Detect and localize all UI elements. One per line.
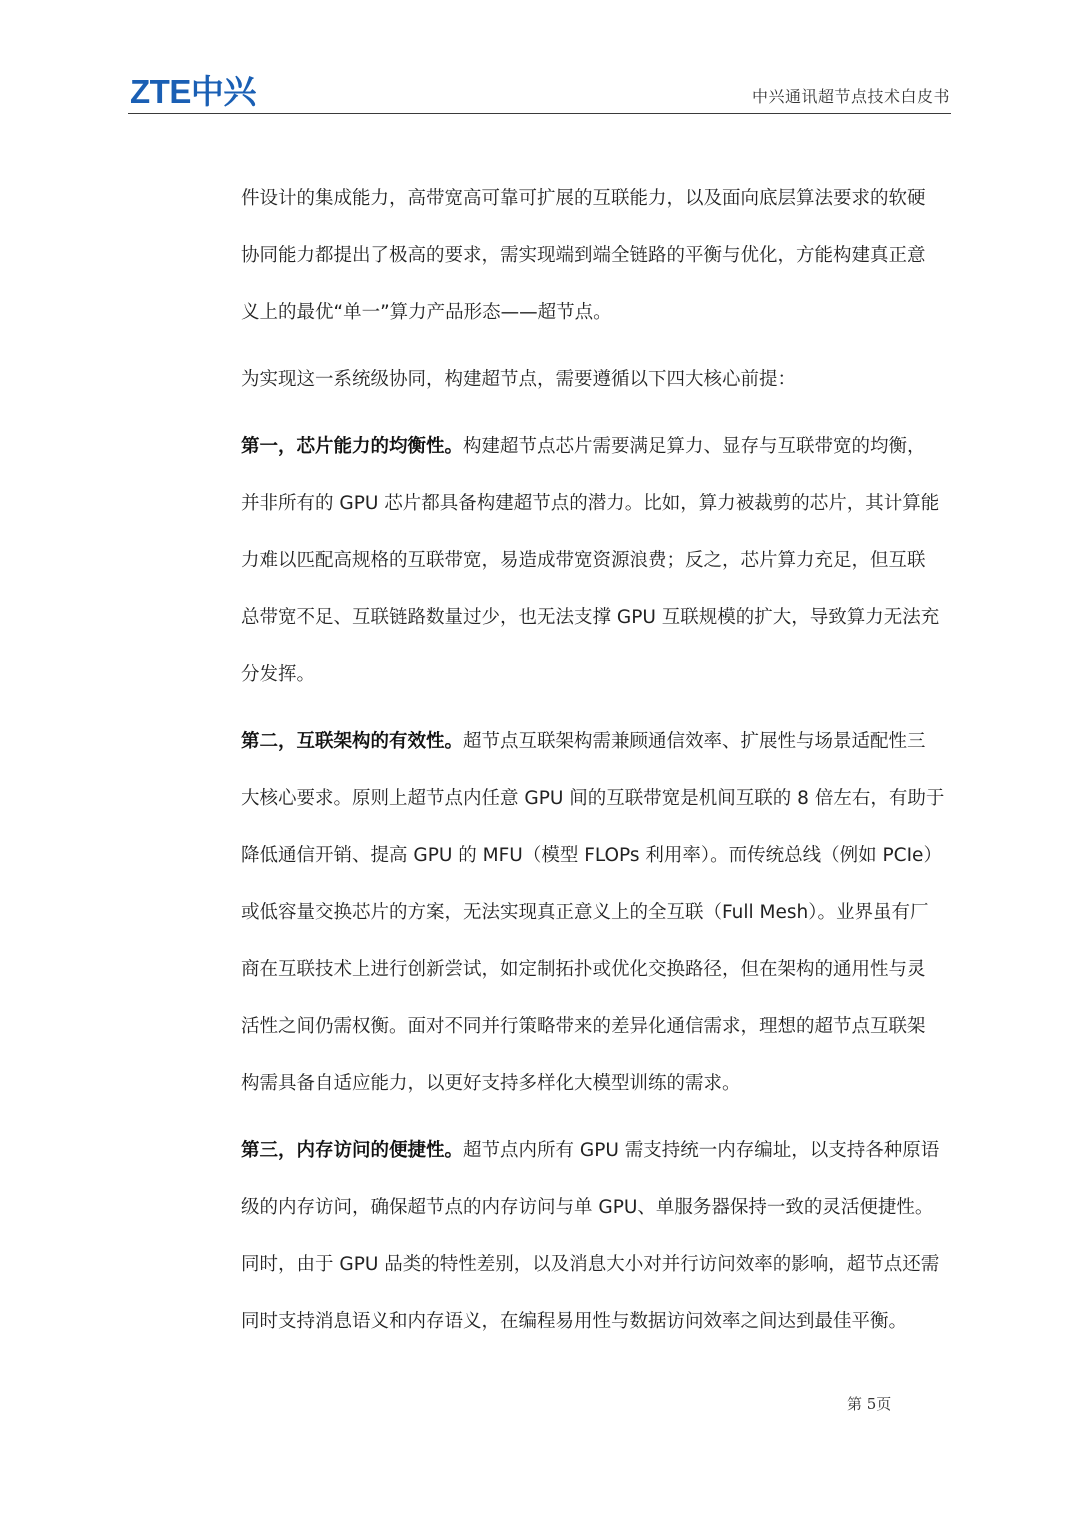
text-run: 构建超节点芯片需要满足算力、显存与互联带宽的均衡， <box>463 436 926 457</box>
text-run: 超节点互联架构需兼顾通信效率、扩展性与场景适配性三 <box>463 731 926 752</box>
text-line: 降低通信开销、提高 GPU 的 MFU（模型 FLOPs 利用率）。而传统总线（例如 PCIe） <box>241 845 942 866</box>
text-line: 总带宽不足、互联链路数量过少，也无法支撑 GPU 互联规模的扩大，导致算力无法充 <box>241 607 940 628</box>
text-line: 同时，由于 GPU 品类的特性差别，以及消息大小对并行访问效率的影响，超节点还需 <box>241 1254 940 1275</box>
text-run: 超节点内所有 GPU 需支持统一内存编址，以支持各种原语 <box>463 1140 940 1161</box>
text-line: 构需具备自适应能力，以更好支持多样化大模型训练的需求。 <box>241 1073 741 1094</box>
text-line: 协同能力都提出了极高的要求，需实现端到端全链路的平衡与优化，方能构建真正意 <box>241 245 926 266</box>
paragraph-first-line <box>241 418 952 475</box>
text-line: 力难以匹配高规格的互联带宽，易造成带宽资源浪费；反之，芯片算力充足，但互联 <box>241 550 926 571</box>
paragraph-heading: 第一，芯片能力的均衡性。 <box>241 436 464 457</box>
paragraph-heading: 第三，内存访问的便捷性。 <box>241 1140 464 1161</box>
text-line: 活性之间仍需权衡。面对不同并行策略带来的差异化通信需求，理想的超节点互联架 <box>241 1016 926 1037</box>
paragraph-heading: 第二，互联架构的有效性。 <box>241 731 464 752</box>
zte-logo: ZTE中兴 <box>130 73 256 110</box>
text-line: 为实现这一系统级协同，构建超节点，需要遵循以下四大核心前提： <box>241 369 797 390</box>
text-line: 级的内存访问，确保超节点的内存访问与单 GPU、单服务器保持一致的灵活便捷性。 <box>241 1197 934 1218</box>
paragraph-first-line <box>241 1122 952 1179</box>
text-line: 义上的最优“单一”算力产品形态——超节点。 <box>241 302 612 323</box>
text-line: 或低容量交换芯片的方案，无法实现真正意义上的全互联（Full Mesh）。业界虽有厂 <box>241 902 929 923</box>
text-line: 并非所有的 GPU 芯片都具备构建超节点的潜力。比如，算力被裁剪的芯片，其计算能 <box>241 493 940 514</box>
document-title: 中兴通讯超节点技术白皮书 <box>751 87 950 106</box>
body-text <box>241 170 952 1350</box>
text-line: 同时支持消息语义和内存语义，在编程易用性与数据访问效率之间达到最佳平衡。 <box>241 1311 908 1332</box>
text-line: 分发挥。 <box>241 664 316 685</box>
paragraph-first-line <box>241 713 952 770</box>
header-divider <box>128 113 951 114</box>
text-line: 件设计的集成能力，高带宽高可靠可扩展的互联能力，以及面向底层算法要求的软硬 <box>241 188 926 209</box>
page-number: 第 5页 <box>847 1395 892 1413</box>
text-line: 商在互联技术上进行创新尝试，如定制拓扑或优化交换路径，但在架构的通用性与灵 <box>241 959 926 980</box>
text-line: 大核心要求。原则上超节点内任意 GPU 间的互联带宽是机间互联的 8 倍左右，有助于 <box>241 788 945 809</box>
